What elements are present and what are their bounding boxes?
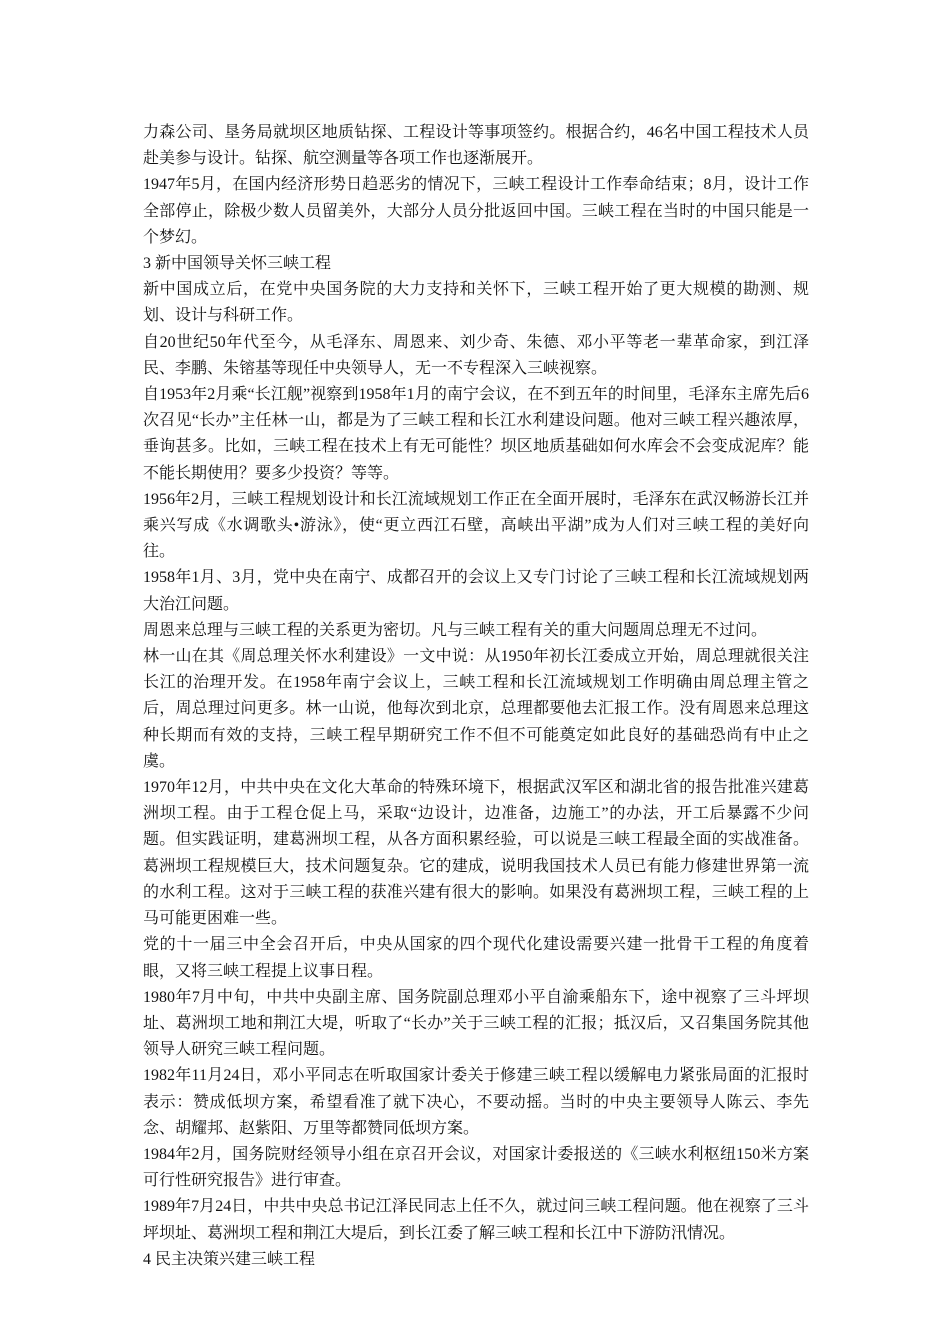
paragraph: 自1953年2月乘“长江舰”视察到1958年1月的南宁会议，在不到五年的时间里，毛泽东主席先后6次召见“长办”主任林一山，都是为了三峡工程和长江水利建设问题。他对三峡工程兴趣浓厚，垂询甚多。比如，三峡工程在技术上有无可能性？坝区地质基础如何水库会不会变成泥库？能不能长期使用？要多少投资？等等。 [143, 386, 809, 482]
paragraph: 1982年11月24日，邓小平同志在听取国家计委关于修建三峡工程以缓解电力紧张局面的汇报时表示：赞成低坝方案，希望看准了就下决心，不要动摇。当时的中央主要领导人陈云、李先念、胡耀邦、赵紫阳、万里等都赞同低坝方案。 [143, 1067, 809, 1137]
section-heading: 4 民主决策兴建三峡工程 [143, 1250, 316, 1268]
paragraph: 力森公司、垦务局就坝区地质钻探、工程设计等事项签约。根据合约，46名中国工程技术人员赴美参与设计。钻探、航空测量等各项工作也逐渐展开。 [143, 124, 809, 168]
paragraph: 1984年2月，国务院财经领导小组在京召开会议，对国家计委报送的《三峡水利枢纽150米方案可行性研究报告》进行审查。 [143, 1145, 809, 1190]
paragraph: 党的十一届三中全会召开后，中央从国家的四个现代化建设需要兴建一批骨干工程的角度着眼，又将三峡工程提上议事日程。 [143, 936, 809, 980]
paragraph: 自20世纪50年代至今，从毛泽东、周恩来、刘少奇、朱德、邓小平等老一辈革命家，到江泽民、李鹏、朱镕基等现任中央领导人，无一不专程深入三峡视察。 [143, 333, 809, 377]
paragraph: 周恩来总理与三峡工程的关系更为密切。凡与三峡工程有关的重大问题周总理无不过问。 [143, 621, 768, 639]
paragraph: 1970年12月，中共中央在文化大革命的特殊环境下，根据武汉军区和湖北省的报告批准兴建葛洲坝工程。由于工程仓促上马，采取“边设计，边准备，边施工”的办法，开工后暴露不少问题。但实践证明，建葛洲坝工程，从各方面积累经验，可以说是三峡工程最全面的实战准备。葛洲坝工程规模巨大，技术问题复杂。它的建成，说明我国技术人员已有能力修建世界第一流的水利工程。这对于三峡工程的获准兴建有很大的影响。如果没有葛洲坝工程，三峡工程的上马可能更困难一些。 [143, 779, 809, 928]
paragraph: 1958年1月、3月，党中央在南宁、成都召开的会议上又专门讨论了三峡工程和长江流域规划两大治江问题。 [143, 569, 809, 613]
paragraph: 1947年5月，在国内经济形势日趋恶劣的情况下，三峡工程设计工作奉命结束；8月，设计工作全部停止，除极少数人员留美外，大部分人员分批返回中国。三峡工程在当时的中国只能是一个梦幻。 [143, 176, 809, 246]
paragraph: 1989年7月24日，中共中央总书记江泽民同志上任不久，就过问三峡工程问题。他在视察了三斗坪坝址、葛洲坝工程和荆江大堤后，到长江委了解三峡工程和长江中下游防汛情况。 [143, 1198, 809, 1242]
paragraph: 1980年7月中旬，中共中央副主席、国务院副总理邓小平自渝乘船东下，途中视察了三斗坪坝址、葛洲坝工地和荆江大堤，听取了“长办”关于三峡工程的汇报；抵汉后，又召集国务院其他领导人研究三峡工程问题。 [143, 988, 809, 1059]
paragraph: 新中国成立后，在党中央国务院的大力支持和关怀下，三峡工程开始了更大规模的勘测、规划、设计与科研工作。 [143, 281, 809, 325]
document-page [143, 120, 809, 1273]
section-heading: 3 新中国领导关怀三峡工程 [143, 255, 332, 273]
paragraph: 林一山在其《周总理关怀水利建设》一文中说：从1950年初长江委成立开始，周总理就很关注长江的治理开发。在1958年南宁会议上，三峡工程和长江流域规划工作明确由周总理主管之后，周总理过问更多。林一山说，他每次到北京，总理都要他去汇报工作。没有周恩来总理这种长期而有效的支持，三峡工程早期研究工作不但不可能奠定如此良好的基础恐尚有中止之虞。 [143, 648, 809, 770]
paragraph: 1956年2月，三峡工程规划设计和长江流域规划工作正在全面开展时，毛泽东在武汉畅游长江并乘兴写成《水调歌头•游泳》，使“更立西江石壁，高峡出平湖”成为人们对三峡工程的美好向往。 [143, 490, 809, 561]
